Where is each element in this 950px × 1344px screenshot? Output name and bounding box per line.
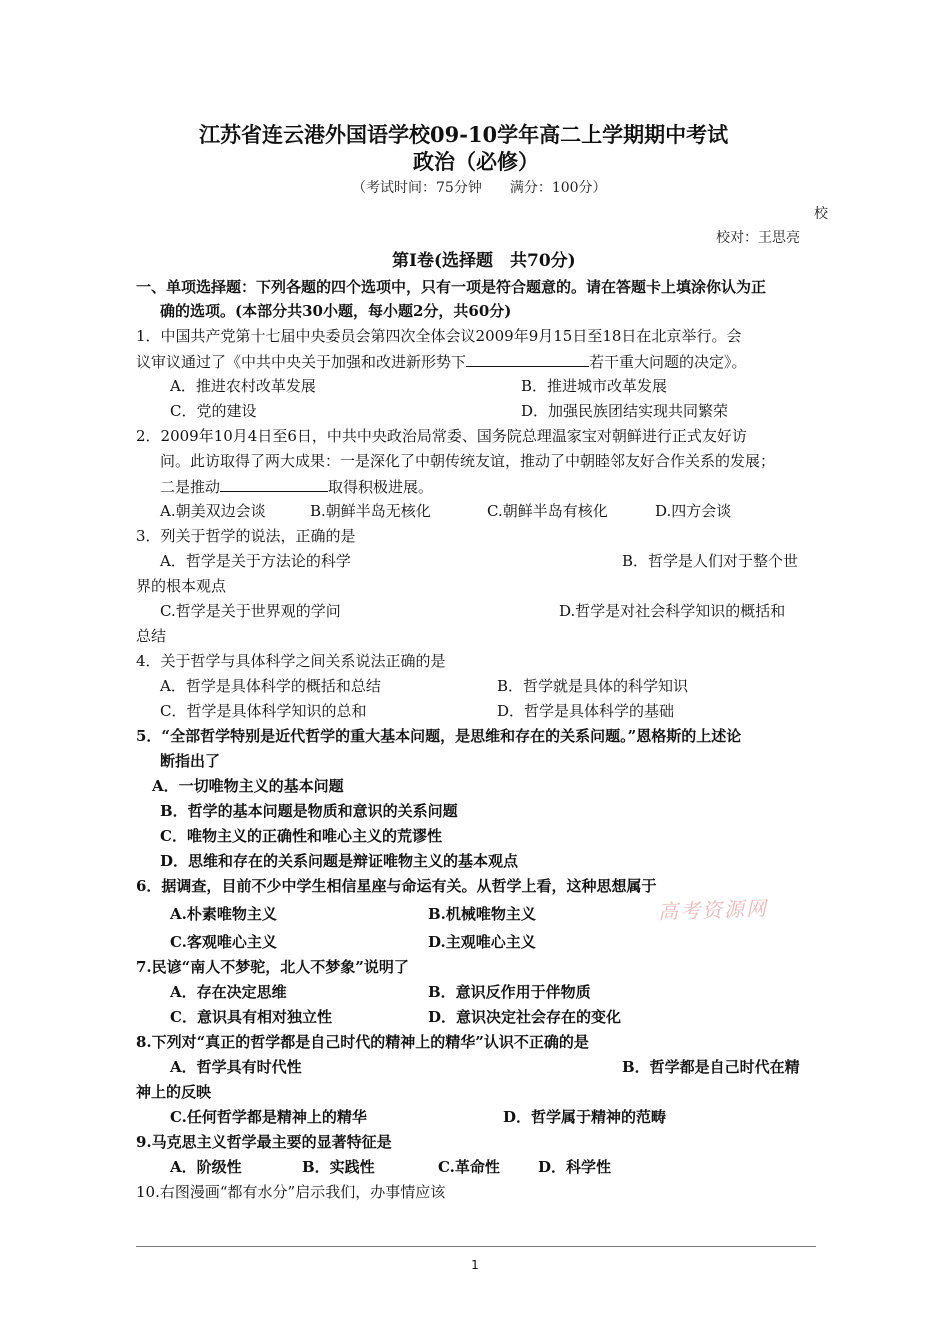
- q5-option-a: A．一切唯物主义的基本问题: [152, 777, 344, 795]
- q7-option-a: A．存在决定思维: [170, 983, 287, 1001]
- q2-option-b: B.朝鲜半岛无核化: [310, 502, 431, 520]
- q8-stem: 8.下列对“真正的哲学都是自己时代的精神上的精华”认识不正确的是: [136, 1033, 589, 1051]
- q8-option-b: B．哲学都是自己时代在精: [622, 1058, 800, 1076]
- q8-option-d: D．哲学属于精神的范畴: [503, 1108, 667, 1126]
- q8-option-a: A．哲学具有时代性: [170, 1058, 302, 1076]
- q4-option-c: C．哲学是具体科学知识的总和: [160, 702, 367, 720]
- q1-option-b: B．推进城市改革发展: [521, 377, 668, 395]
- q2-blank: [220, 476, 328, 492]
- q1-stem-pre: 议审议通过了《中共中央关于加强和改进新形势下: [136, 353, 467, 371]
- document-title: 江苏省连云港外国语学校09-10学年高二上学期期中考试: [199, 122, 729, 147]
- q1-option-a: A．推进农村改革发展: [170, 377, 316, 395]
- q6-option-a: A.朴素唯物主义: [170, 905, 277, 923]
- q1-option-c: C．党的建设: [170, 402, 257, 420]
- watermark: 高考资源网: [657, 896, 769, 924]
- page-number: 1: [471, 1258, 479, 1272]
- q6-stem: 6．据调查，目前不少中学生相信星座与命运有关。从哲学上看，这种思想属于: [136, 877, 657, 895]
- q2-stem-cont2: [160, 476, 433, 497]
- q9-option-b: B．实践性: [302, 1158, 375, 1176]
- part1-title: 第Ⅰ卷(选择题 共70分): [392, 251, 576, 271]
- q9-option-d: D．科学性: [538, 1158, 612, 1176]
- q5-option-d: D．思维和存在的关系问题是辩证唯物主义的基本观点: [160, 852, 519, 870]
- footer-divider: [136, 1246, 816, 1247]
- q7-option-c: C．意识具有相对独立性: [170, 1008, 332, 1026]
- q6-option-d: D.主观唯心主义: [428, 933, 536, 951]
- exam-info: （考试时间：75分钟 满分：100分）: [352, 180, 607, 196]
- q7-option-d: D．意识决定社会存在的变化: [428, 1008, 622, 1026]
- q3-option-b-cont: 界的根本观点: [136, 577, 227, 595]
- q2-option-c: C.朝鲜半岛有核化: [487, 502, 608, 520]
- q2-stem-cont: 问。此访取得了两大成果：一是深化了中朝传统友谊，推动了中朝睦邻友好合作关系的发展；: [160, 452, 776, 470]
- q9-option-c: C.革命性: [438, 1158, 500, 1176]
- q9-stem: 9.马克思主义哲学最主要的显著特征是: [136, 1133, 392, 1151]
- q6-option-b: B.机械唯物主义: [428, 905, 536, 923]
- q2-stem-pre: 二是推动: [160, 478, 221, 496]
- q5-stem: 5．“全部哲学特别是近代哲学的重大基本问题，是思维和存在的关系问题。”恩格斯的上述论: [136, 727, 742, 745]
- q3-stem: 3．列关于哲学的说法，正确的是: [136, 527, 356, 545]
- proofreader: 校对：王思亮: [716, 230, 800, 246]
- q4-option-a: A．哲学是具体科学的概括和总结: [160, 677, 381, 695]
- q2-option-a: A.朝美双边会谈: [160, 502, 266, 520]
- q5-option-b: B．哲学的基本问题是物质和意识的关系问题: [160, 802, 458, 820]
- section-intro-cont: 确的选项。(本部分共30小题，每小题2分，共60分): [160, 302, 512, 320]
- q9-option-a: A．阶级性: [170, 1158, 242, 1176]
- q5-stem-cont: 断指出了: [160, 752, 221, 770]
- q3-option-c: C.哲学是关于世界观的学问: [160, 602, 341, 620]
- q3-option-b: B．哲学是人们对于整个世: [622, 552, 799, 570]
- q1-blank: [466, 351, 589, 367]
- q8-option-b-cont: 神上的反映: [136, 1083, 212, 1101]
- q2-option-d: D.四方会谈: [655, 502, 732, 520]
- q4-stem: 4．关于哲学与具体科学之间关系说法正确的是: [136, 652, 446, 670]
- q2-stem: 2．2009年10月4日至6日，中共中央政治局常委、国务院总理温家宝对朝鲜进行正式友好访: [136, 427, 747, 445]
- q1-stem: 1．中国共产党第十七届中央委员会第四次全体会议2009年9月15日至18日在北京举行。会: [136, 327, 742, 345]
- q6-option-c: C.客观唯心主义: [170, 933, 277, 951]
- section-intro: 一、单项选择题：下列各题的四个选项中，只有一项是符合题意的。请在答题卡上填涂你认为正: [136, 278, 767, 296]
- q4-option-d: D．哲学是具体科学的基础: [497, 702, 675, 720]
- q7-stem: 7.民谚“南人不梦驼，北人不梦象”说明了: [136, 958, 409, 976]
- q7-option-b: B．意识反作用于伴物质: [428, 983, 591, 1001]
- q3-option-d-cont: 总结: [136, 627, 167, 645]
- q3-option-a: A．哲学是关于方法论的科学: [160, 552, 351, 570]
- q1-option-d: D．加强民族团结实现共同繁荣: [521, 402, 729, 420]
- q8-option-c: C.任何哲学都是精神上的精华: [170, 1108, 367, 1126]
- q1-stem-post: 若干重大问题的决定》。: [589, 353, 747, 371]
- subject-title: 政治（必修）: [413, 149, 539, 174]
- q2-stem-post: 取得积极进展。: [328, 478, 434, 496]
- q4-option-b: B．哲学就是具体的科学知识: [497, 677, 689, 695]
- q1-stem-cont: [136, 351, 747, 372]
- q5-option-c: C．唯物主义的正确性和唯心主义的荒谬性: [160, 827, 442, 845]
- school-mark: 校: [814, 206, 828, 222]
- q10-stem: 10.右图漫画“都有水分”启示我们，办事情应该: [136, 1183, 446, 1201]
- q3-option-d: D.哲学是对社会科学知识的概括和: [559, 602, 786, 620]
